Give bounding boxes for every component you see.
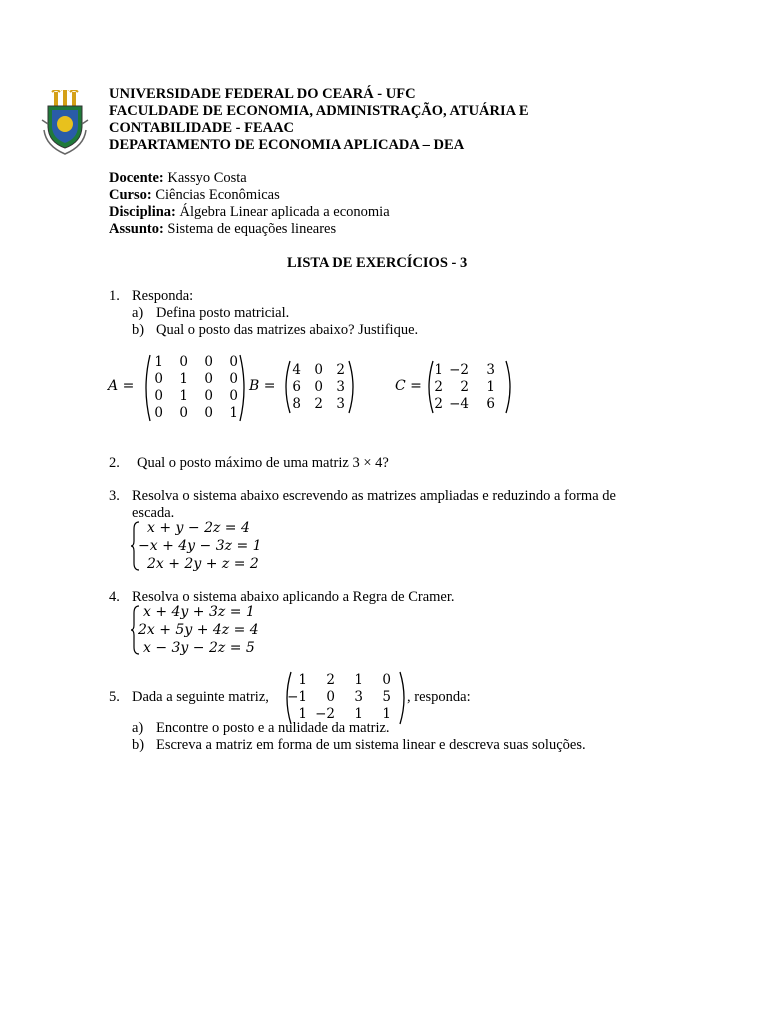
matrix-a-cell: 0: [154, 405, 163, 421]
matrix-a-cell: 0: [179, 405, 188, 421]
disciplina-label: Disciplina:: [109, 204, 176, 220]
header-university: UNIVERSIDADE FEDERAL DO CEARÁ - UFC: [109, 86, 416, 102]
matrix-b-cell: 8: [292, 396, 301, 412]
q4-equation-2: 2x + 5y + 4z = 4: [138, 622, 259, 638]
matrix-b-cell: 0: [314, 379, 323, 395]
q2-number: 2.: [109, 455, 120, 471]
matrix-a-cell: 0: [229, 354, 238, 370]
q5-number: 5.: [109, 689, 120, 705]
q5-text-after: , responda:: [407, 689, 471, 705]
matrix-a-cell: 0: [154, 388, 163, 404]
matrix-a-cell: 1: [179, 388, 188, 404]
q3-number: 3.: [109, 488, 120, 504]
matrix-c-cell: 2: [434, 396, 443, 412]
q4-equation-3: x − 3y − 2z = 5: [143, 640, 255, 656]
matrix-b-label: B =: [249, 378, 276, 394]
matrix-m-cell: 3: [354, 689, 363, 705]
matrix-m-cell: 2: [326, 672, 335, 688]
docente-line: [109, 170, 247, 187]
matrix-b-cell: 3: [336, 379, 345, 395]
docente-value: Kassyo Costa: [163, 170, 247, 186]
q3-equation-2: −x + 4y − 3z = 1: [138, 538, 262, 554]
matrix-a-cell: 0: [229, 388, 238, 404]
curso-line: [109, 187, 280, 204]
assunto-line: [109, 221, 336, 238]
header-faculty: FACULDADE DE ECONOMIA, ADMINISTRAÇÃO, ATUÁRIA E: [109, 103, 529, 119]
page-title: LISTA DE EXERCÍCIOS - 3: [287, 255, 468, 271]
matrix-m-cell: 0: [382, 672, 391, 688]
q5-b-text: Escreva a matriz em forma de um sistema linear e descreva suas soluções.: [156, 737, 586, 753]
matrix-m-cell: 1: [354, 672, 363, 688]
curso-label: Curso:: [109, 187, 152, 203]
matrix-m-cell: 0: [326, 689, 335, 705]
matrix-a-cell: 0: [154, 371, 163, 387]
matrix-c-cell: 2: [434, 379, 443, 395]
q3-text-line2: escada.: [132, 505, 175, 521]
matrix-m-cell: −1: [287, 689, 307, 705]
q3-equation-3: 2x + 2y + z = 2: [147, 556, 259, 572]
q5-text-before: Dada a seguinte matriz,: [132, 689, 269, 705]
assunto-value: Sistema de equações lineares: [163, 221, 337, 237]
matrix-b-cell: 2: [336, 362, 345, 378]
curso-value: Ciências Econômicas: [151, 187, 280, 203]
disciplina-line: [109, 204, 390, 221]
docente-label: Docente:: [109, 170, 164, 186]
matrix-b-cell: 6: [292, 379, 301, 395]
q4-number: 4.: [109, 589, 120, 605]
q1-a-text: Defina posto matricial.: [156, 305, 290, 321]
q3-text-line1: Resolva o sistema abaixo escrevendo as matrizes ampliadas e reduzindo a forma de: [132, 488, 616, 504]
matrix-b-cell: 2: [314, 396, 323, 412]
matrix-a-cell: 0: [204, 388, 213, 404]
matrix-a-cell: 1: [179, 371, 188, 387]
q5-b-label: b): [132, 737, 145, 753]
q1-number: 1.: [109, 288, 120, 304]
matrix-a-cell: 0: [204, 354, 213, 370]
q5-a-label: a): [132, 720, 144, 736]
q1-b-text: Qual o posto das matrizes abaixo? Justifique.: [156, 322, 419, 338]
matrix-m-cell: −2: [315, 706, 335, 722]
matrix-c-cell: 1: [434, 362, 443, 378]
q1-a-label: a): [132, 305, 144, 321]
q4-text: Resolva o sistema abaixo aplicando a Regra de Cramer.: [132, 589, 455, 605]
matrix-b-cell: 4: [292, 362, 301, 378]
matrix-m-cell: 5: [382, 689, 391, 705]
q2-text: Qual o posto máximo de uma matriz 3 × 4?: [137, 455, 389, 471]
matrix-a-cell: 0: [229, 371, 238, 387]
matrix-c-right-paren: [504, 360, 514, 414]
matrix-c-label: C =: [395, 378, 422, 394]
q1-b-label: b): [132, 322, 145, 338]
matrix-m-cell: 1: [382, 706, 391, 722]
matrix-a-right-paren: [238, 354, 248, 422]
matrix-a-cell: 0: [204, 371, 213, 387]
matrix-a-label: A =: [108, 378, 135, 394]
matrix-m-cell: 1: [298, 706, 307, 722]
q5-a-text: Encontre o posto e a nulidade da matriz.: [156, 720, 390, 736]
matrix-c-cell: 3: [486, 362, 495, 378]
matrix-c-cell: 6: [486, 396, 495, 412]
header-faculty-cont: CONTABILIDADE - FEAAC: [109, 120, 295, 136]
university-logo: [40, 90, 90, 156]
matrix-m-cell: 1: [354, 706, 363, 722]
q4-equation-1: x + 4y + 3z = 1: [143, 604, 255, 620]
matrix-c-cell: −4: [449, 396, 469, 412]
matrix-a-cell: 1: [229, 405, 238, 421]
header-department: DEPARTAMENTO DE ECONOMIA APLICADA – DEA: [109, 137, 465, 153]
q1-text: Responda:: [132, 288, 194, 304]
matrix-a-cell: 0: [179, 354, 188, 370]
matrix-c-cell: 1: [486, 379, 495, 395]
matrix-m-cell: 1: [298, 672, 307, 688]
matrix-c-cell: 2: [460, 379, 469, 395]
q3-equation-1: x + y − 2z = 4: [147, 520, 250, 536]
matrix-b-cell: 3: [336, 396, 345, 412]
disciplina-value: Álgebra Linear aplicada a economia: [175, 204, 390, 220]
matrix-a-cell: 1: [154, 354, 163, 370]
assunto-label: Assunto:: [109, 221, 164, 237]
matrix-b-cell: 0: [314, 362, 323, 378]
matrix-b-right-paren: [347, 360, 357, 414]
matrix-c-cell: −2: [449, 362, 469, 378]
matrix-a-cell: 0: [204, 405, 213, 421]
